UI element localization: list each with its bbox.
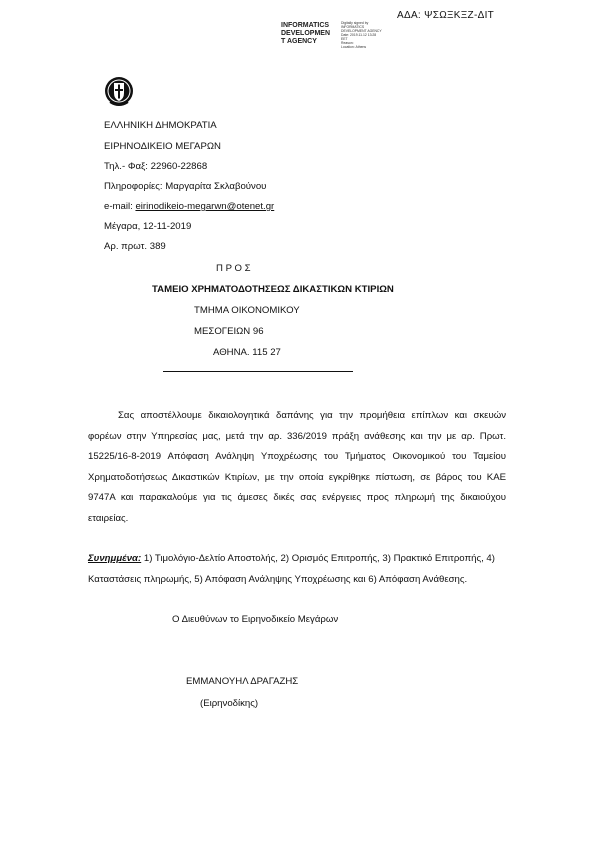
stamp-detail-line: Date: 2019.11.12 13:28 (341, 33, 377, 37)
attachments-list: 1) Τιμολόγιο-Δελτίο Αποστολής, 2) Ορισμός Επιτροπής, 3) Πρακτικό Επιτροπής, 4) Καταστάσεις πληρωμής, 5) Απόφαση Ανάληψης Υποχρέωσης και 6) Απόφαση Ανάθεσης. (88, 553, 495, 585)
attachments (88, 548, 506, 590)
protocol-number: Αρ. πρωτ. 389 (104, 241, 166, 252)
letter-body: Σας αποστέλλουμε δικαιολογητικά δαπάνης για την προμήθεια επίπλων και σκευών φορέων στην Υπηρεσίας μας, μετά την αρ. 336/2019 πράξη ανάθεσης και την με αρ. Πρωτ. 15225/16-8-2019 Απόφαση Ανάληψη Υποχρέωσης του Τμήματος Οικονομικού του Ταμείου Χρηματοδοτήσεως Δικαστικών Κτιρίων, με την οποία εγκρίθηκε πίστωση, σε βάρος του ΚΑΕ 9747Α και παρακαλούμε για τις άμεσες δικές σας ενέργειες προς πληρωμή της δικαιούχου εταιρείας. (88, 410, 506, 524)
email-link[interactable]: eirinodikeio-megarwn@otenet.gr (135, 201, 275, 212)
signature-name: ΕΜΜΑΝΟΥΗΛ ΔΡΑΓΑΖΗΣ (186, 676, 299, 687)
email-line (104, 201, 274, 213)
recipient-city: ΑΘΗΝΑ. 115 27 (213, 347, 281, 358)
divider-line (163, 371, 353, 372)
stamp-detail-line: DEVELOPMENT AGENCY (341, 29, 382, 33)
document-date: Μέγαρα, 12-11-2019 (104, 221, 192, 232)
ada-code: ΑΔΑ: ΨΣΩΞΚΞΖ-ΔΙΤ (397, 10, 495, 21)
stamp-line: T AGENCY (281, 38, 317, 45)
recipient-department: ΤΜΗΜΑ ΟΙΚΟΝΟΜΙΚΟΥ (194, 305, 300, 316)
digital-signature-details (341, 21, 382, 49)
to-heading: Π Ρ Ο Σ (216, 263, 251, 274)
email-label: e-mail: (104, 201, 136, 212)
greek-coat-of-arms-icon (104, 72, 134, 110)
stamp-line: INFORMATICS (281, 22, 330, 29)
recipient-street: ΜΕΣΟΓΕΙΩΝ 96 (194, 326, 264, 337)
stamp-detail-line: Digitally signed by (341, 21, 369, 25)
recipient-fund: ΤΑΜΕΙΟ ΧΡΗΜΑΤΟΔΟΤΗΣΕΩΣ ΔΙΚΑΣΤΙΚΩΝ ΚΤΙΡΙΩΝ (152, 284, 394, 295)
signature-director: Ο Διευθύνων το Ειρηνοδικείο Μεγάρων (172, 614, 339, 625)
court-name: ΕΙΡΗΝΟΔΙΚΕΙΟ ΜΕΓΑΡΩΝ (104, 141, 221, 152)
signature-title: (Ειρηνοδίκης) (200, 698, 259, 709)
republic-title: ΕΛΛΗΝΙΚΗ ΔΗΜΟΚΡΑΤΙΑ (104, 120, 217, 131)
information-contact: Πληροφορίες: Μαργαρίτα Σκλαβούνου (104, 181, 267, 192)
stamp-line: DEVELOPMEN (281, 30, 331, 37)
attachments-label: Συνημμένα: (88, 553, 142, 564)
stamp-detail-line: EET (341, 37, 348, 41)
phone-fax: Τηλ.- Φαξ: 22960-22868 (104, 161, 208, 172)
stamp-detail-line: Location: Athens (341, 45, 367, 49)
digital-signature-stamp (281, 22, 330, 46)
stamp-detail-line: INFORMATICS (341, 25, 365, 29)
stamp-detail-line: Reason: (341, 41, 354, 45)
